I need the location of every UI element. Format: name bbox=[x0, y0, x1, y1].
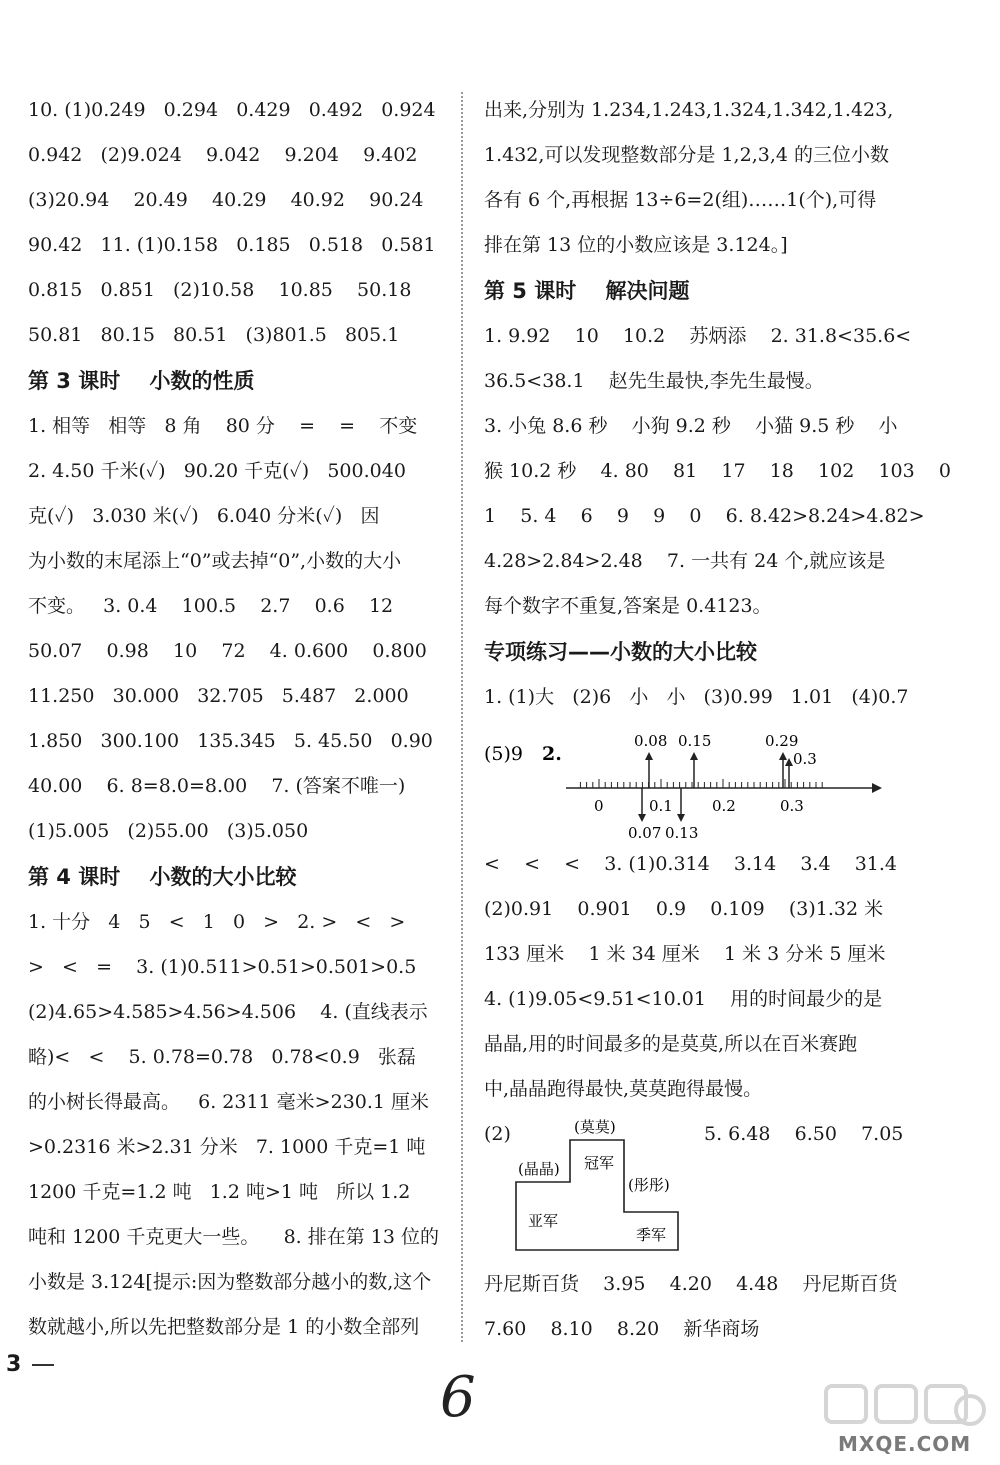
right-e-line: 7.60 8.10 8.20 新华商场 bbox=[484, 1318, 760, 1340]
watermark-text: MXQE.COM bbox=[838, 1432, 972, 1456]
page-number-dash bbox=[32, 1364, 54, 1366]
special-practice-title: 专项练习——小数的大小比较 bbox=[484, 640, 757, 664]
right-d-line: 133 厘米 1 米 34 厘米 1 米 3 分米 5 厘米 bbox=[484, 943, 886, 965]
answers-block-1 bbox=[28, 88, 448, 358]
left-a-line: (3)20.94 20.49 40.29 40.92 90.24 bbox=[28, 189, 424, 211]
podium-prefix: (2) bbox=[484, 1123, 511, 1145]
left-b-line: 2. 4.50 千米(✓) 90.20 千克(✓) 500.040 bbox=[28, 460, 406, 482]
right-d-line: 4. (1)9.05<9.51<10.01 用的时间最少的是 bbox=[484, 988, 883, 1010]
left-a-line: 50.81 80.15 80.51 (3)801.5 805.1 bbox=[28, 324, 400, 346]
right-b-line: 3. 小兔 8.6 秒 小狗 9.2 秒 小猫 9.5 秒 小 bbox=[484, 415, 898, 437]
label-0-29: 0.29 bbox=[765, 732, 799, 750]
podium-place-first: 冠军 bbox=[584, 1154, 615, 1172]
page-number: 3 bbox=[6, 1352, 22, 1377]
arrowhead-0-13 bbox=[677, 814, 685, 822]
podium-after-text: 5. 6.48 6.50 7.05 bbox=[704, 1123, 904, 1145]
label-0-08: 0.08 bbox=[634, 732, 668, 750]
axis-ticks bbox=[580, 779, 822, 788]
left-c-line: > < = 3. (1)0.511>0.51>0.501>0.5 bbox=[28, 956, 417, 978]
answers-block-continued bbox=[484, 88, 964, 268]
answers-block-special-1 bbox=[484, 675, 964, 720]
left-b-line: 40.00 6. 8=8.0=8.00 7. (答案不唯一) bbox=[28, 775, 406, 797]
left-c-line: 的小树长得最高。 6. 2311 毫米>230.1 厘米 bbox=[28, 1091, 430, 1113]
axis-label-0: 0 bbox=[594, 797, 604, 815]
section-5-title: 第 5 课时 解决问题 bbox=[484, 279, 690, 303]
left-a-line: 10. (1)0.249 0.294 0.429 0.492 0.924 bbox=[28, 99, 436, 121]
arrowhead-0-08 bbox=[645, 752, 653, 760]
left-a-line: 0.942 (2)9.024 9.042 9.204 9.402 bbox=[28, 144, 418, 166]
label-0-15: 0.15 bbox=[678, 732, 712, 750]
right-b-line: 36.5<38.1 赵先生最快,李先生最慢。 bbox=[484, 370, 824, 392]
left-b-line: 为小数的末尾添上“0”或去掉“0”,小数的大小 bbox=[28, 550, 402, 572]
right-d-line: 晶晶,用的时间最多的是莫莫,所以在百米赛跑 bbox=[484, 1033, 858, 1055]
left-c-line: 1200 千克=1.2 吨 1.2 吨>1 吨 所以 1.2 bbox=[28, 1181, 411, 1203]
right-a-line: 1.432,可以发现整数部分是 1,2,3,4 的三位小数 bbox=[484, 144, 889, 166]
right-b-line: 1 5. 4 6 9 9 0 6. 8.42>8.24>4.82> bbox=[484, 505, 925, 527]
podium-name-third: (彤彤) bbox=[628, 1176, 670, 1194]
label-0-07: 0.07 bbox=[628, 824, 662, 842]
right-b-line: 4.28>2.84>2.48 7. 一共有 24 个,就应该是 bbox=[484, 550, 886, 572]
left-b-line: 1.850 300.100 135.345 5. 45.50 0.90 bbox=[28, 730, 433, 752]
answers-block-special-2 bbox=[484, 842, 964, 1112]
right-d-line: (2)0.91 0.901 0.9 0.109 (3)1.32 米 bbox=[484, 898, 884, 920]
answers-block-section-4 bbox=[28, 900, 448, 1350]
right-a-line: 出来,分别为 1.234,1.243,1.324,1.342,1.423, bbox=[484, 99, 894, 121]
left-b-line: 不变。 3. 0.4 100.5 2.7 0.6 12 bbox=[28, 595, 394, 617]
right-d-line: < < < 3. (1)0.314 3.14 3.4 31.4 bbox=[484, 853, 898, 875]
axis-label-0-1: 0.1 bbox=[649, 797, 673, 815]
number-line-figure bbox=[484, 722, 964, 842]
numberline-prefix-num: 2. bbox=[542, 743, 562, 765]
number-line-diagram bbox=[484, 722, 964, 842]
left-b-line: 50.07 0.98 10 72 4. 0.600 0.800 bbox=[28, 640, 427, 662]
podium-figure bbox=[484, 1112, 964, 1262]
podium-place-third: 季军 bbox=[636, 1226, 667, 1244]
answers-block-special-3 bbox=[484, 1262, 964, 1352]
right-a-line: 排在第 13 位的小数应该是 3.124。] bbox=[484, 234, 788, 256]
numberline-prefix-left: (5)9 bbox=[484, 743, 524, 765]
left-b-line: 11.250 30.000 32.705 5.487 2.000 bbox=[28, 685, 409, 707]
podium-name-first: (莫莫) bbox=[574, 1118, 616, 1136]
podium-place-second: 亚军 bbox=[528, 1212, 559, 1230]
label-0-13: 0.13 bbox=[665, 824, 699, 842]
left-b-line: 1. 相等 相等 8 角 80 分 = = 不变 bbox=[28, 415, 418, 437]
section-4-title: 第 4 课时 小数的大小比较 bbox=[28, 865, 297, 889]
right-b-line: 每个数字不重复,答案是 0.4123。 bbox=[484, 595, 772, 617]
right-column bbox=[484, 88, 964, 1352]
left-c-line: >0.2316 米>2.31 分米 7. 1000 千克=1 吨 bbox=[28, 1136, 426, 1158]
arrowhead-0-15 bbox=[690, 752, 698, 760]
left-c-line: 略)< < 5. 0.78=0.78 0.78<0.9 张磊 bbox=[28, 1046, 416, 1068]
left-c-line: 小数是 3.124[提示:因为整数部分越小的数,这个 bbox=[28, 1271, 432, 1293]
answers-block-section-3 bbox=[28, 404, 448, 854]
axis-label-0-3: 0.3 bbox=[780, 797, 804, 815]
left-b-line: 克(✓) 3.030 米(✓) 6.040 分米(✓) 因 bbox=[28, 505, 380, 527]
right-c-line: 1. (1)大 (2)6 小 小 (3)0.99 1.01 (4)0.7 bbox=[484, 686, 909, 708]
arrowhead-0-07 bbox=[638, 814, 646, 822]
column-divider bbox=[461, 92, 463, 1342]
section-3-title: 第 3 课时 小数的性质 bbox=[28, 369, 255, 393]
left-c-line: 吨和 1200 千克更大一些。 8. 排在第 13 位的 bbox=[28, 1226, 440, 1248]
left-a-line: 0.815 0.851 (2)10.58 10.85 50.18 bbox=[28, 279, 412, 301]
left-c-line: 数就越小,所以先把整数部分是 1 的小数全部列 bbox=[28, 1316, 420, 1338]
answers-block-section-5 bbox=[484, 314, 964, 629]
left-b-line: (1)5.005 (2)55.00 (3)5.050 bbox=[28, 820, 309, 842]
left-c-line: 1. 十分 4 5 < 1 0 > 2. > < > bbox=[28, 911, 406, 933]
right-b-line: 猴 10.2 秒 4. 80 81 17 18 102 103 0 bbox=[484, 460, 951, 482]
arrowhead-0-29 bbox=[779, 752, 787, 760]
axis-label-0-2: 0.2 bbox=[712, 797, 736, 815]
right-a-line: 各有 6 个,再根据 13÷6=2(组)……1(个),可得 bbox=[484, 189, 877, 211]
right-d-line: 中,晶晶跑得最快,莫莫跑得最慢。 bbox=[484, 1078, 763, 1100]
podium-diagram bbox=[514, 1112, 714, 1262]
label-0-3: 0.3 bbox=[793, 750, 817, 768]
left-a-line: 90.42 11. (1)0.158 0.185 0.518 0.581 bbox=[28, 234, 436, 256]
right-e-line: 丹尼斯百货 3.95 4.20 4.48 丹尼斯百货 bbox=[484, 1273, 898, 1295]
podium-name-second: (晶晶) bbox=[518, 1160, 560, 1178]
handwritten-mark: 6 bbox=[440, 1365, 476, 1430]
left-c-line: (2)4.65>4.585>4.56>4.506 4. (直线表示 bbox=[28, 1001, 428, 1023]
left-column bbox=[28, 88, 448, 1350]
axis-arrowhead bbox=[872, 783, 882, 793]
right-b-line: 1. 9.92 10 10.2 苏炳添 2. 31.8<35.6< bbox=[484, 325, 912, 347]
